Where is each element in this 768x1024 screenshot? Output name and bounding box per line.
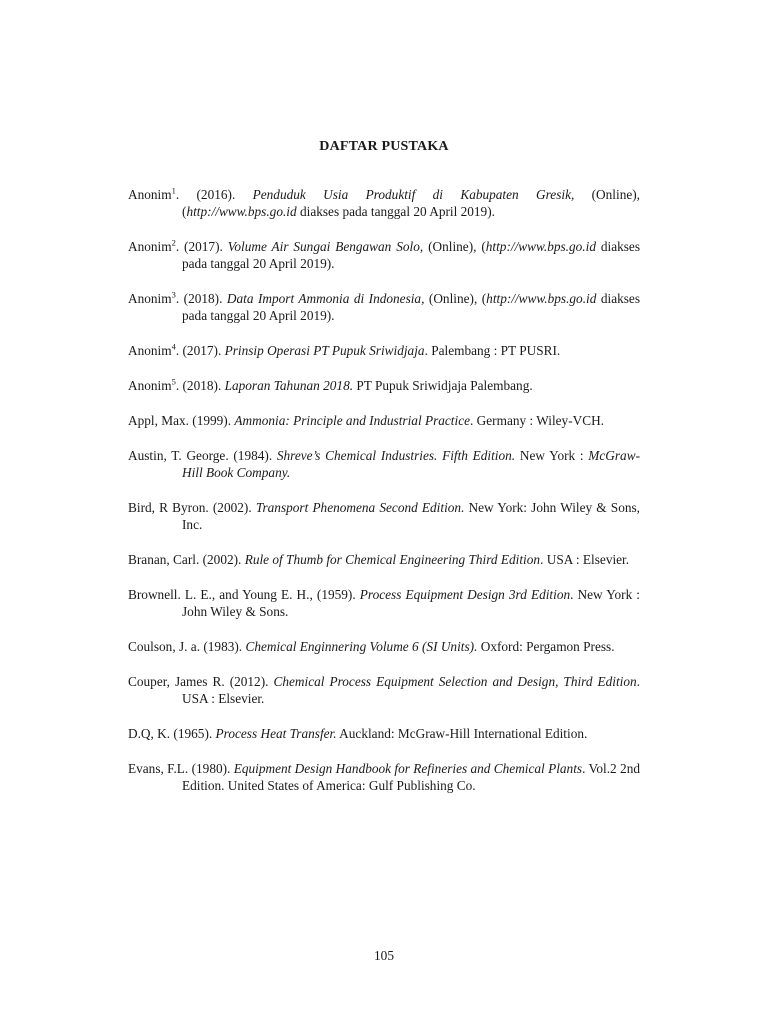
reference-year: (1984). [228,448,277,463]
reference-year: . (2018). [175,291,227,306]
reference-publisher: . Palembang : PT PUSRI. [424,343,561,358]
reference-title: Chemical Enginnering Volume 6 (SI Units). [245,639,478,654]
reference-year: . (2016). [175,187,253,202]
reference-author: Brownell. L. E., and Young E. H., [128,587,313,602]
reference-title: Laporan Tahunan 2018. [224,378,354,393]
reference-superscript: 4 [171,341,176,352]
reference-title: Shreve’s Chemical Industries. Fifth Edition. [276,448,516,463]
reference-author: Anonim [128,291,172,306]
reference-year: (1980). [188,761,234,776]
reference-title: Transport Phenomena Second Edition. [255,500,465,515]
reference-publisher-name: McGraw-Hill Book Company. [182,448,640,480]
reference-author: Bird, R Byron. [128,500,209,515]
reference-entry [128,238,640,272]
reference-entry [128,551,640,568]
reference-title: Process Heat Transfer. [215,726,337,741]
reference-title: Process Equipment Design 3rd Edition [359,587,571,602]
reference-author: D.Q, K. [128,726,171,741]
reference-entry [128,447,640,481]
reference-publisher: . Germany : Wiley-VCH. [470,413,605,428]
reference-publisher: New York: John Wiley & Sons, Inc. [182,500,640,532]
reference-year: . (2017). [175,239,228,254]
reference-year: (1999). [188,413,235,428]
reference-title: Penduduk Usia Produktif di Kabupaten Gresik, [252,187,575,202]
reference-superscript: 5 [171,376,176,387]
reference-title: Prinsip Operasi PT Pupuk Sriwidjaja [224,343,425,358]
reference-year: (2002). [199,552,245,567]
reference-author: Couper, James R. [128,674,225,689]
reference-year: (2002). [208,500,256,515]
reference-author: Anonim [128,239,172,254]
reference-author: Austin, T. George. [128,448,229,463]
reference-title: Equipment Design Handbook for Refineries and Chemical Plants [233,761,583,776]
reference-url: http://www.bps.go.id [186,204,297,219]
reference-year: (2012). [224,674,274,689]
reference-publisher: Auckland: McGraw-Hill International Edition. [336,726,588,741]
reference-author: Anonim [128,187,172,202]
reference-year: (1959). [312,587,360,602]
reference-publisher: Oxford: Pergamon Press. [477,639,615,654]
reference-title: Rule of Thumb for Chemical Engineering Third Edition [244,552,541,567]
reference-entry [128,412,640,429]
reference-publisher: PT Pupuk Sriwidjaja Palembang. [353,378,533,393]
page-number: 105 [374,948,394,963]
reference-year: . (2017). [175,343,225,358]
reference-entry [128,673,640,707]
reference-author: Branan, Carl. [128,552,200,567]
reference-entry [128,638,640,655]
reference-accessed: diakses pada tanggal 20 April 2019). [182,239,641,271]
reference-superscript: 3 [171,289,176,300]
reference-author: Anonim [128,343,172,358]
reference-title: Data Import Ammonia di Indonesia, [226,291,425,306]
reference-entry [128,186,640,220]
reference-list [128,186,640,812]
reference-publisher: (Online), ( [182,187,641,219]
reference-year: (1983). [200,639,246,654]
reference-publisher: (Online), ( [423,239,486,254]
reference-accessed: diakses pada tanggal 20 April 2019). [296,204,495,219]
reference-author: Appl, Max. [128,413,189,428]
reference-entry [128,760,640,794]
reference-author: Anonim [128,378,172,393]
reference-accessed: diakses pada tanggal 20 April 2019). [182,291,641,323]
reference-entry [128,586,640,620]
reference-publisher: (Online), ( [424,291,487,306]
reference-entry [128,377,640,394]
reference-title: Chemical Process Equipment Selection and Design, Third Edition [273,674,637,689]
reference-url: http://www.bps.go.id [486,291,597,306]
reference-entry [128,499,640,533]
reference-author: Evans, F.L. [128,761,189,776]
reference-author: Coulson, J. a. [128,639,201,654]
reference-superscript: 1 [171,185,176,196]
reference-entry [128,342,640,359]
reference-title: Ammonia: Principle and Industrial Practice [234,413,471,428]
page-title: DAFTAR PUSTAKA [319,139,449,154]
reference-publisher: . New York : John Wiley & Sons. [182,587,641,619]
reference-title: Volume Air Sungai Bengawan Solo, [227,239,424,254]
reference-superscript: 2 [171,237,176,248]
reference-publisher: . USA : Elsevier. [540,552,630,567]
reference-publisher: . USA : Elsevier. [182,674,640,706]
reference-publisher: New York : [515,448,589,463]
reference-entry [128,290,640,324]
reference-year: . (2018). [175,378,225,393]
reference-entry [128,725,640,742]
reference-publisher: . Vol.2 2nd Edition. United States of America: Gulf Publishing Co. [182,761,640,793]
reference-year: (1965). [170,726,216,741]
reference-url: http://www.bps.go.id [485,239,596,254]
